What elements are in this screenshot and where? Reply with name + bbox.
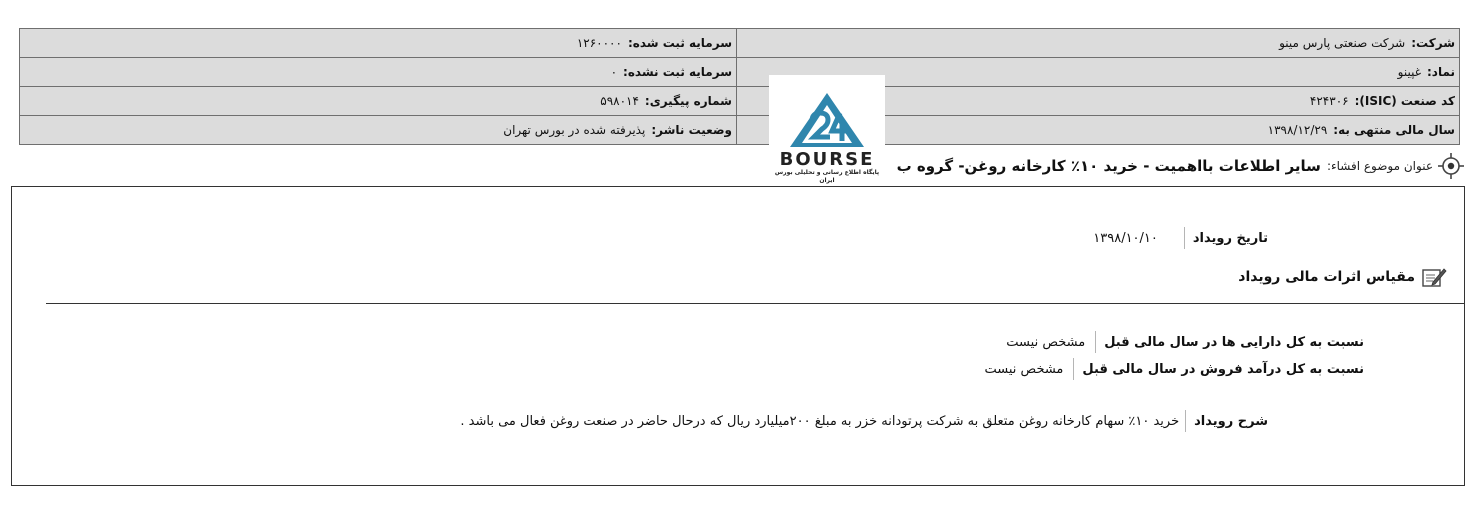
fiscal-year-value: ۱۳۹۸/۱۲/۲۹ [1267,123,1328,137]
publisher-status-cell [20,116,737,145]
disclosure-subject [896,152,1465,180]
event-date-label: تاریخ رویداد [1192,230,1268,246]
subject-label: عنوان موضوع افشاء: [1326,159,1433,173]
company-cell [737,29,1460,58]
tracking-number-label: شماره پیگیری: [644,94,732,108]
isic-label: کد صنعت (ISIC): [1354,94,1455,108]
company-value: شرکت صنعتی پارس مینو [1279,36,1406,50]
event-date-value: ۱۳۹۸/۱۰/۱۰ [1093,230,1158,246]
ratio-assets-value: مشخص نیست [1006,334,1086,350]
publisher-status-label: وضعیت ناشر: [651,123,732,137]
info-row [20,58,1460,87]
unregistered-capital-value: ۰ [610,65,618,79]
ratio-assets-row [1006,331,1364,353]
registered-capital-cell [20,29,737,58]
financial-effects-heading [1238,265,1447,289]
divider [1095,331,1096,353]
publisher-status-value: پذیرفته شده در بورس تهران [503,123,646,137]
event-date-row [1093,227,1268,249]
tracking-number-cell [20,87,737,116]
registered-capital-value: ۱۲۶۰۰۰۰ [576,36,622,50]
bourse24-logo [769,75,885,186]
registered-capital-label: سرمایه ثبت شده: [627,36,732,50]
target-bullet-icon [1437,152,1465,180]
company-label: شرکت: [1411,36,1455,50]
info-row [20,29,1460,58]
ratio-assets-label: نسبت به کل دارایی ها در سال مالی قبل [1104,334,1364,350]
info-row [20,87,1460,116]
event-details-panel [11,186,1465,486]
ratio-revenue-row [984,358,1364,380]
info-row [20,116,1460,145]
section-divider [46,303,1464,304]
unregistered-capital-label: سرمایه ثبت نشده: [623,65,732,79]
bourse24-logo-mark-icon [788,91,866,149]
fiscal-year-label: سال مالی منتهی به: [1333,123,1455,137]
isic-value: ۴۲۴۳۰۶ [1309,94,1349,108]
event-description-label: شرح رویداد [1194,413,1268,429]
symbol-label: نماد: [1426,65,1455,79]
event-description-row [460,410,1268,432]
ratio-revenue-label: نسبت به کل درآمد فروش در سال مالی قبل [1082,361,1364,377]
financial-effects-title: مقیاس اثرات مالی رویداد [1238,269,1415,285]
divider [1185,410,1186,432]
divider [1073,358,1074,380]
company-info-table [19,28,1460,145]
ratio-revenue-value: مشخص نیست [984,361,1064,377]
subject-title: سایر اطلاعات بااهمیت - خرید ۱۰٪ کارخانه روغن- گروه ب [896,157,1321,175]
symbol-value: غپینو [1397,65,1421,79]
unregistered-capital-cell [20,58,737,87]
logo-subtitle: پایگاه اطلاع رسانی و تحلیلی بورس ایران [774,169,880,184]
divider [1184,227,1185,249]
edit-note-icon [1421,265,1447,289]
logo-wordmark: BOURSE [779,149,875,170]
event-description-value: خرید ۱۰٪ سهام کارخانه روغن متعلق به شرکت پرتودانه خزر به مبلغ ۲۰۰میلیارد ریال که درحال حاضر در صنعت روغن فعال می باشد . [460,413,1180,429]
tracking-number-value: ۵۹۸۰۱۴ [600,94,639,108]
